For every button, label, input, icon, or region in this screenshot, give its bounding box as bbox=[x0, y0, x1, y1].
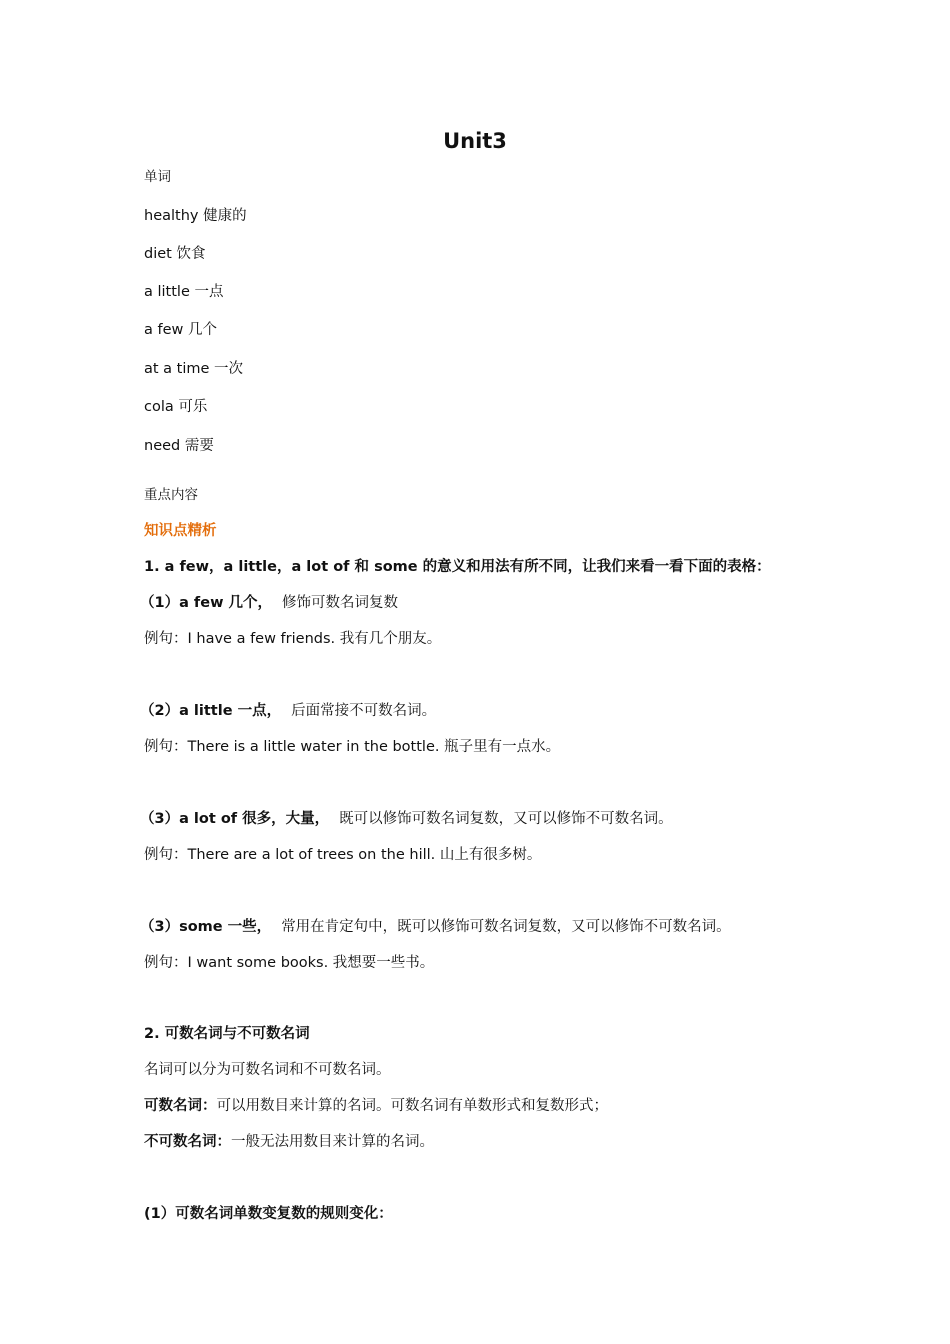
uncountable-text: 一般无法用数目来计算的名词。 bbox=[231, 1134, 434, 1150]
key-heading: 重点内容 bbox=[144, 487, 198, 503]
countable-text: 可以用数目来计算的名词。可数名词有单数形式和复数形式； bbox=[216, 1098, 608, 1114]
uncountable-definition bbox=[144, 1132, 434, 1152]
usage-item-header bbox=[140, 809, 673, 829]
example-sentence: 例句：There are a lot of trees on the hill. 山上有很多树。 bbox=[144, 847, 542, 863]
countable-definition bbox=[144, 1096, 608, 1116]
vocab-item: at a time 一次 bbox=[144, 361, 244, 377]
page-title: Unit3 bbox=[443, 129, 507, 153]
usage-item-desc: 既可以修饰可数名词复数，又可以修饰不可数名词。 bbox=[339, 811, 673, 827]
usage-item-desc: 常用在肯定句中，既可以修饰可数名词复数，又可以修饰不可数名词。 bbox=[281, 919, 731, 935]
vocab-item: healthy 健康的 bbox=[144, 208, 247, 224]
usage-item-term: （3）a lot of 很多，大量， bbox=[140, 811, 330, 827]
usage-item-term: （1）a few 几个， bbox=[140, 595, 273, 611]
usage-item-desc: 修饰可数名词复数 bbox=[282, 595, 399, 611]
vocab-item: a little 一点 bbox=[144, 284, 224, 300]
vocab-item: cola 可乐 bbox=[144, 399, 208, 415]
point2-intro: 名词可以分为可数名词和不可数名词。 bbox=[144, 1062, 391, 1078]
usage-item-term: （3）some 一些， bbox=[140, 919, 272, 935]
example-sentence: 例句：There is a little water in the bottle. 瓶子里有一点水。 bbox=[144, 739, 561, 755]
vocab-heading: 单词 bbox=[144, 169, 171, 185]
uncountable-label: 不可数名词： bbox=[144, 1134, 231, 1150]
vocab-item: a few 几个 bbox=[144, 322, 217, 338]
point1-title: 1. a few，a little，a lot of 和 some 的意义和用法有所不同，让我们来看一看下面的表格： bbox=[144, 559, 771, 575]
countable-label: 可数名词： bbox=[144, 1098, 217, 1114]
knowledge-heading: 知识点精析 bbox=[144, 523, 217, 539]
vocab-item: need 需要 bbox=[144, 438, 214, 454]
example-sentence: 例句：I have a few friends. 我有几个朋友。 bbox=[144, 631, 442, 647]
usage-item-term: （2）a little 一点， bbox=[140, 703, 282, 719]
vocab-item: diet 饮食 bbox=[144, 246, 206, 262]
example-sentence: 例句：I want some books. 我想要一些书。 bbox=[144, 955, 435, 971]
point2-title: 2. 可数名词与不可数名词 bbox=[144, 1026, 310, 1042]
usage-item-header bbox=[140, 701, 436, 721]
usage-item-header bbox=[140, 593, 398, 613]
usage-item-desc: 后面常接不可数名词。 bbox=[291, 703, 437, 719]
usage-item-header bbox=[140, 917, 731, 937]
subsection-title: (1）可数名词单数变复数的规则变化： bbox=[144, 1206, 393, 1222]
